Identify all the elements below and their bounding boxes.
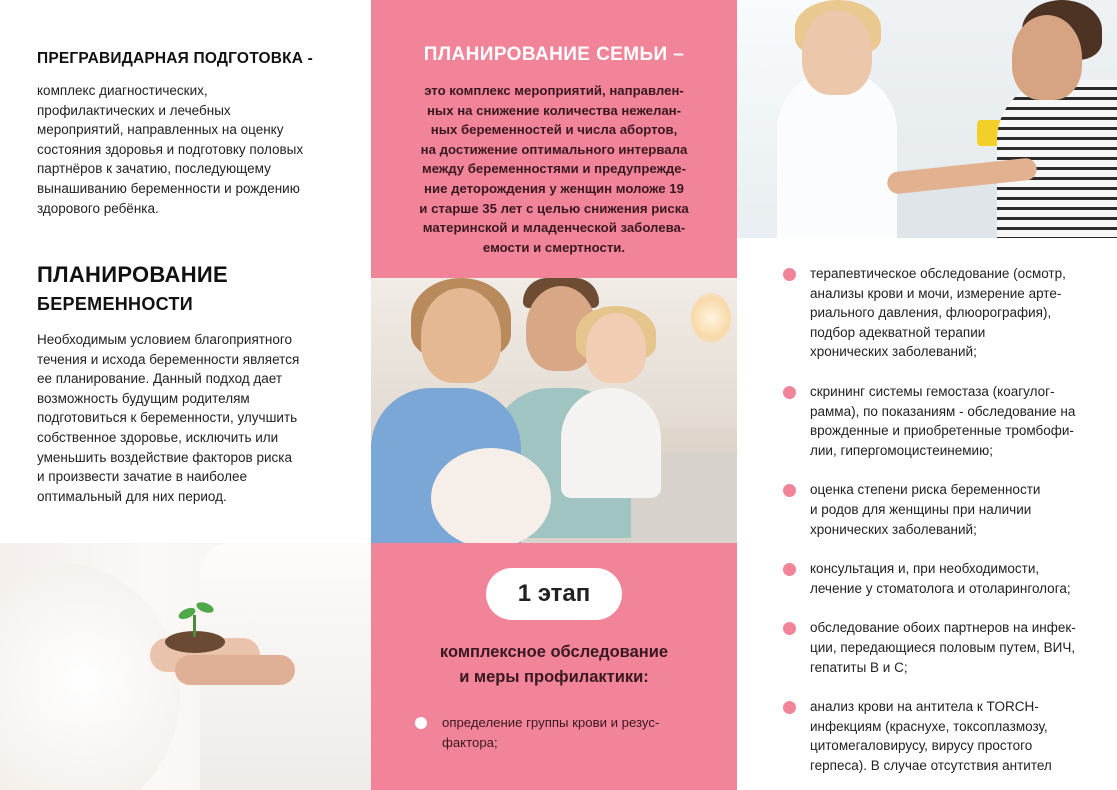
text-line: здорового ребёнка. <box>37 200 159 216</box>
list-item <box>783 382 1108 460</box>
text-line: риального давления, флюорография), <box>810 305 1052 321</box>
bullet-icon <box>783 386 796 399</box>
text-line: гепатиты В и С; <box>810 659 908 675</box>
stage-badge: 1 этап <box>486 568 622 620</box>
text-line: врожденные и приобретенные тромбофи- <box>810 423 1074 439</box>
pregravid-description <box>37 81 342 218</box>
text-line: подготовиться к беременности, улучшить <box>37 410 298 426</box>
text-line: хронических заболеваний; <box>810 344 977 360</box>
text-line: фактора; <box>442 734 498 750</box>
family-planning-description <box>371 81 737 257</box>
text-line: ние деторождения у женщин моложе 19 <box>424 180 684 196</box>
list-item <box>783 480 1108 539</box>
list-item <box>783 264 1108 362</box>
stage-subtitle <box>371 640 737 690</box>
text-line: лии, гипергомоцистеинемию; <box>810 442 993 458</box>
text-line: ных на снижение количества нежелан- <box>426 102 682 118</box>
text-line: и старше 35 лет с целью снижения риска <box>419 200 689 216</box>
text-line: ных беременностей и числа абортов, <box>430 122 678 138</box>
text-line: это комплекс мероприятий, направлен- <box>424 83 684 98</box>
bullet-icon <box>783 268 796 281</box>
text-line: течения и исхода беременности является <box>37 351 300 367</box>
photo-patient-face <box>1012 15 1082 100</box>
photo-doctor <box>777 70 897 238</box>
bullet-icon <box>783 484 796 497</box>
text-line: комплексное обследование <box>439 643 669 661</box>
text-line: инфекциям (краснухе, токсоплазмозу, <box>810 718 1048 734</box>
text-line: герпеса). В случае отсутствия антител <box>810 757 1052 773</box>
text-line: хронических заболеваний; <box>810 521 977 537</box>
photo-girl <box>561 388 661 498</box>
photo-doctor-face <box>802 10 872 95</box>
text-line: партнёров к зачатию, последующему <box>37 161 271 177</box>
text-line: анализы крови и мочи, измерение арте- <box>810 285 1062 301</box>
photo-hand <box>175 655 295 685</box>
text-line: оценка степени риска беременности <box>810 482 1041 498</box>
text-line: ции, передающиеся половым путем, ВИЧ, <box>810 639 1076 655</box>
pregnancy-planning-description <box>37 330 337 506</box>
text-line: возможность будущим родителям <box>37 390 250 406</box>
photo-woman-face <box>421 288 501 383</box>
pregnancy-planning-heading-line1: ПЛАНИРОВАНИЕ <box>37 262 228 287</box>
text-line: емости и смертности. <box>482 239 626 255</box>
text-line: анализ крови на антитела к TORCH- <box>810 699 1039 715</box>
text-line: комплекс диагностических, <box>37 83 208 98</box>
list-item <box>783 559 1108 598</box>
bullet-icon <box>783 622 796 635</box>
lamp-icon <box>691 293 731 343</box>
text-line: и произвести зачатие в наиболее <box>37 469 247 485</box>
stage-list-right <box>783 264 1108 790</box>
family-planning-heading: ПЛАНИРОВАНИЕ СЕМЬИ – <box>423 44 685 65</box>
left-panel <box>0 0 371 790</box>
center-panel <box>371 0 737 790</box>
text-line: материнской и младенческой заболева- <box>422 220 686 236</box>
clinic-photo <box>737 0 1117 238</box>
text-line: на достижение оптимального интервала <box>420 141 688 157</box>
text-line: вынашиванию беременности и рождению <box>37 180 300 196</box>
text-line: цитомегаловирусу, вирусу простого <box>810 738 1033 754</box>
text-line: ее планирование. Данный подход дает <box>37 371 283 387</box>
text-line: лечение у стоматолога и отоларинголога; <box>810 580 1071 596</box>
right-panel <box>737 0 1117 790</box>
text-line: собственное здоровье, исключить или <box>37 429 279 445</box>
text-line: определение группы крови и резус- <box>442 715 660 730</box>
pregravid-heading: ПРЕГРАВИДАРНАЯ ПОДГОТОВКА - <box>37 50 314 67</box>
text-line: скрининг системы гемостаза (коагулог- <box>810 383 1055 399</box>
text-line: между беременностями и предупрежде- <box>421 161 687 177</box>
text-line: Необходимым условием благоприятного <box>37 332 293 347</box>
text-line: профилактических и лечебных <box>37 102 231 118</box>
text-line: рамма), по показаниям - обследование на <box>810 403 1076 419</box>
bullet-icon <box>415 717 427 729</box>
photo-belly <box>431 448 551 543</box>
stage-list-center <box>415 713 715 752</box>
text-line: уменьшить воздействие факторов риска <box>37 449 292 465</box>
hands-sprout-photo <box>0 543 371 790</box>
text-line: подбор адекватной терапии <box>810 324 986 340</box>
list-item <box>415 713 715 752</box>
list-item <box>783 697 1108 775</box>
bullet-icon <box>783 701 796 714</box>
text-line: оптимальный для них период. <box>37 488 227 504</box>
text-line: мероприятий, направленных на оценку <box>37 122 284 138</box>
text-line: обследование обоих партнеров на инфек- <box>810 620 1076 636</box>
list-item <box>783 618 1108 677</box>
pregnancy-planning-heading-line2: БЕРЕМЕННОСТИ <box>37 294 194 314</box>
photo-girl-face <box>586 313 646 383</box>
text-line: и родов для женщины при наличии <box>810 501 1032 517</box>
text-line: и меры профилактики: <box>459 668 649 686</box>
photo-stem <box>193 615 196 637</box>
bullet-icon <box>783 563 796 576</box>
family-photo <box>371 278 737 543</box>
text-line: консультация и, при необходимости, <box>810 561 1040 577</box>
text-line: терапевтическое обследование (осмотр, <box>810 266 1066 281</box>
text-line: состояния здоровья и подготовку половых <box>37 141 304 157</box>
photo-belly <box>0 563 180 790</box>
